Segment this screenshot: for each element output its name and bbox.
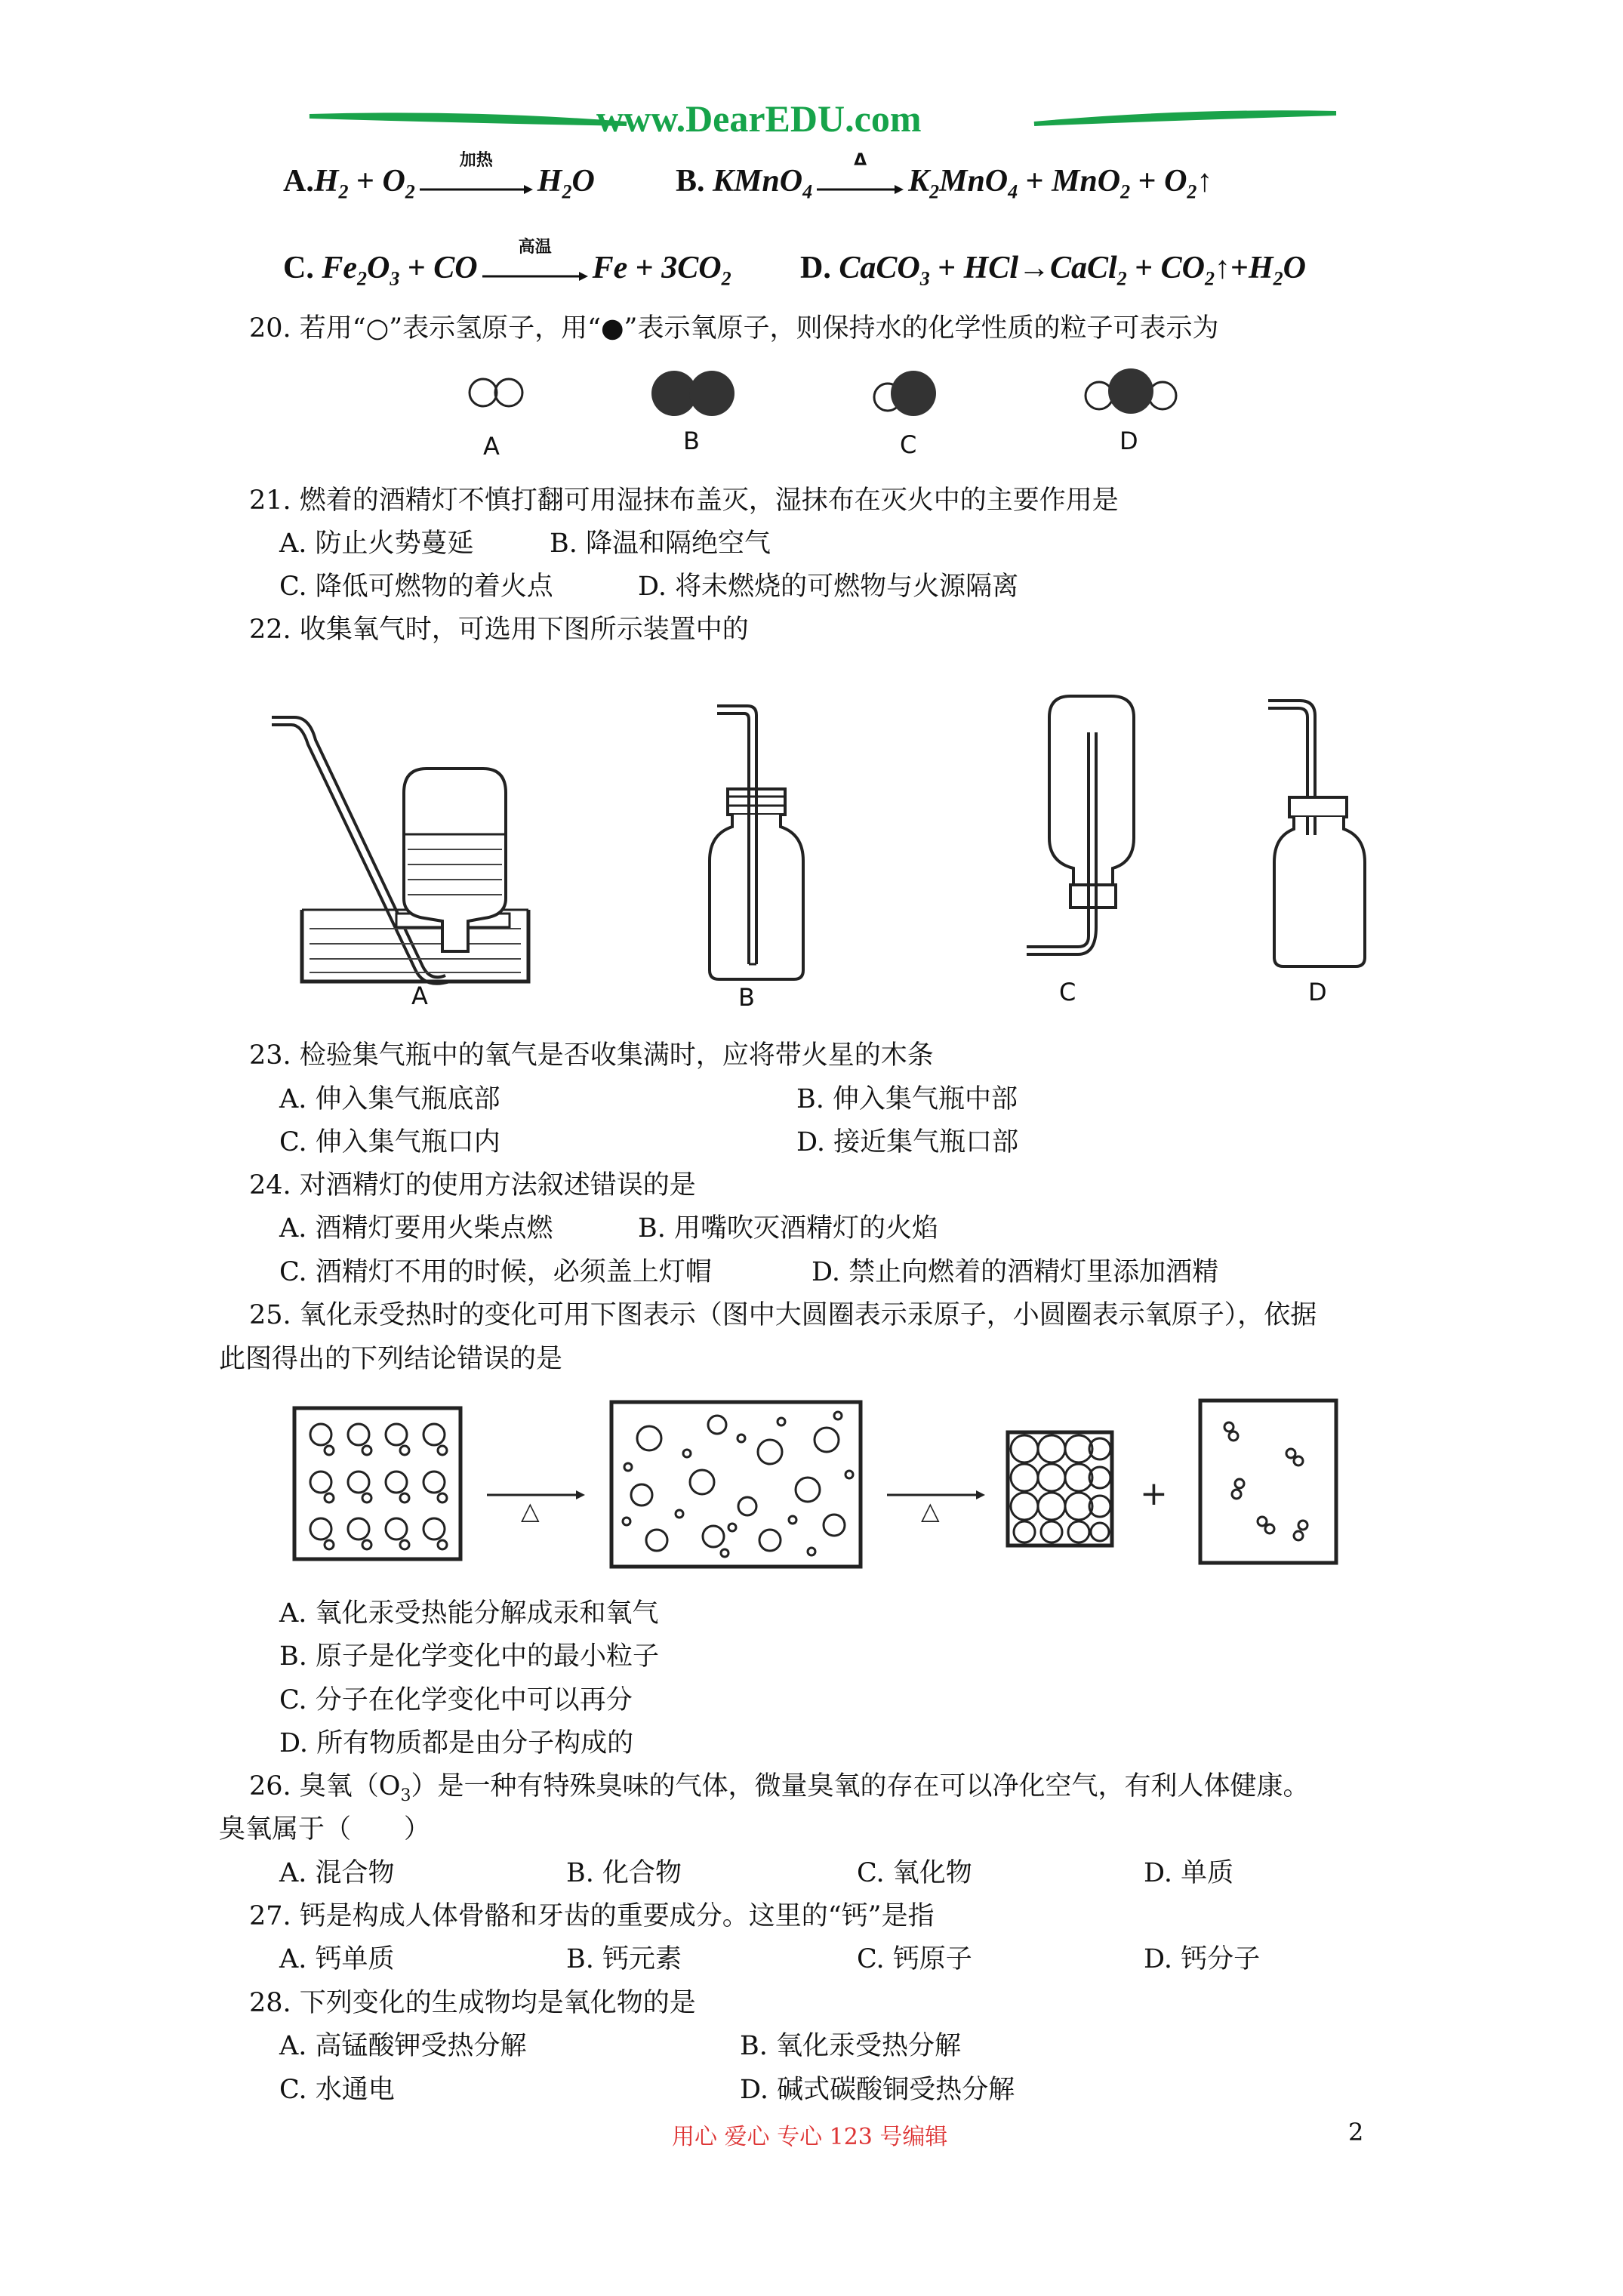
q23-option-c: C. 伸入集气瓶口内: [279, 1127, 500, 1157]
q26-option-a: A. 混合物: [279, 1858, 395, 1888]
header-site-logo: www.DearEDU.com: [596, 97, 922, 140]
q25-stem-line2: 此图得出的下列结论错误的是: [219, 1344, 563, 1374]
q20-molecule-d: [1079, 368, 1185, 418]
q20-molecule-c: [868, 368, 944, 418]
q21-option-a: A. 防止火势蔓延: [279, 529, 474, 559]
q20-molecule-b: [649, 368, 740, 418]
header-swoosh-left: [310, 106, 627, 136]
q26-option-c: C. 氧化物: [857, 1858, 972, 1888]
q22-label-b: B: [738, 983, 755, 1012]
q22-apparatus-c: [1019, 687, 1155, 959]
q25-option-b: B. 原子是化学变化中的最小粒子: [279, 1641, 659, 1672]
q25-plus-sign: +: [1140, 1475, 1168, 1513]
q20-label-d: D: [1119, 427, 1138, 455]
q25-option-a: A. 氧化汞受热能分解成汞和氧气: [279, 1598, 659, 1629]
q24-option-d: D. 禁止向燃着的酒精灯里添加酒精: [812, 1257, 1219, 1287]
reaction-arrow: 高温: [482, 251, 588, 289]
q28-option-d: D. 碱式碳酸铜受热分解: [740, 2075, 1015, 2105]
reaction-arrow: Δ: [817, 165, 904, 202]
q24-stem: 24. 对酒精灯的使用方法叙述错误的是: [249, 1170, 696, 1200]
q22-apparatus-a: [264, 695, 551, 982]
q27-option-a: A. 钙单质: [279, 1944, 395, 1974]
q23-stem: 23. 检验集气瓶中的氧气是否收集满时，应将带火星的木条: [249, 1040, 934, 1071]
q27-option-b: B. 钙元素: [566, 1944, 682, 1974]
q19-option-d: D. CaCO$_3$ + HCl→CaCl$_2$ + $CO_2↑+H_2O$: [800, 251, 1306, 290]
q23-option-b: B. 伸入集气瓶中部: [796, 1084, 1018, 1114]
q26-option-d: D. 单质: [1144, 1858, 1234, 1888]
q20-label-b: B: [683, 427, 700, 455]
q22-label-a: A: [411, 982, 428, 1010]
q22-apparatus-b: [694, 698, 815, 985]
q25-heat-symbol-2: △: [921, 1496, 940, 1525]
q21-option-c: C. 降低可燃物的着火点: [279, 572, 553, 602]
q25-stem-line1: 25. 氧化汞受热时的变化可用下图表示（图中大圆圈表示汞原子，小圆圈表示氧原子），依据: [249, 1300, 1317, 1330]
q20-molecule-a: [460, 374, 536, 411]
q22-apparatus-d: [1261, 693, 1381, 972]
q27-option-d: D. 钙分子: [1144, 1944, 1261, 1974]
q21-option-b: B. 降温和隔绝空气: [550, 529, 771, 559]
q25-diagram: [279, 1393, 1366, 1574]
footer-text: 用心 爱心 专心 123 号编辑: [672, 2124, 948, 2150]
q25-option-d: D. 所有物质都是由分子构成的: [279, 1728, 634, 1758]
q20-stem: 20. 若用“○”表示氢原子，用“●”表示氧原子，则保持水的化学性质的粒子可表示为: [249, 313, 1219, 344]
q27-option-c: C. 钙原子: [857, 1944, 972, 1974]
q21-stem: 21. 燃着的酒精灯不慎打翻可用湿抹布盖灭，湿抹布在灭火中的主要作用是: [249, 485, 1119, 516]
q22-label-d: D: [1308, 978, 1327, 1006]
q23-option-d: D. 接近集气瓶口部: [796, 1127, 1019, 1157]
q26-option-b: B. 化合物: [566, 1858, 682, 1888]
q19-option-a: $A.H_2 + O_2$ 加热 $H_2O$: [283, 151, 595, 203]
q20-label-a: A: [483, 432, 500, 461]
q20-label-c: C: [900, 430, 917, 459]
q22-label-c: C: [1059, 978, 1076, 1006]
q25-heat-symbol-1: △: [521, 1496, 540, 1525]
q23-option-a: A. 伸入集气瓶底部: [279, 1084, 500, 1114]
q27-stem: 27. 钙是构成人体骨骼和牙齿的重要成分。这里的“钙”是指: [249, 1901, 935, 1931]
q28-stem: 28. 下列变化的生成物均是氧化物的是: [249, 1988, 696, 2018]
q28-option-c: C. 水通电: [279, 2075, 395, 2105]
page-number: 2: [1348, 2118, 1364, 2147]
header-swoosh-right: [1034, 106, 1336, 136]
q28-option-a: A. 高锰酸钾受热分解: [279, 2031, 527, 2061]
q21-option-d: D. 将未燃烧的可燃物与火源隔离: [638, 572, 1019, 602]
q24-option-a: A. 酒精灯要用火柴点燃: [279, 1213, 553, 1244]
q26-stem-line1: 26. 臭氧$(O_3)$是一种有特殊臭味的气体，微量臭氧的存在可以净化空气，有利人体健康。: [249, 1771, 1310, 1805]
reaction-arrow: 加热: [420, 165, 533, 202]
q22-stem: 22. 收集氧气时，可选用下图所示装置中的: [249, 615, 749, 645]
q19-option-b: B. KMnO$_4$ Δ $K_2MnO_4 + MnO_2$ + $O_2↑$: [676, 151, 1213, 203]
q24-option-b: B. 用嘴吹灭酒精灯的火焰: [638, 1213, 938, 1244]
q24-option-c: C. 酒精灯不用的时候，必须盖上灯帽: [279, 1257, 712, 1287]
q19-option-c: C. $Fe_2O_3$ + CO 高温 $Fe + 3CO_2$: [283, 238, 731, 290]
q25-option-c: C. 分子在化学变化中可以再分: [279, 1685, 633, 1715]
q26-stem-line2: 臭氧属于（ ）: [219, 1814, 431, 1845]
q28-option-b: B. 氧化汞受热分解: [740, 2031, 961, 2061]
